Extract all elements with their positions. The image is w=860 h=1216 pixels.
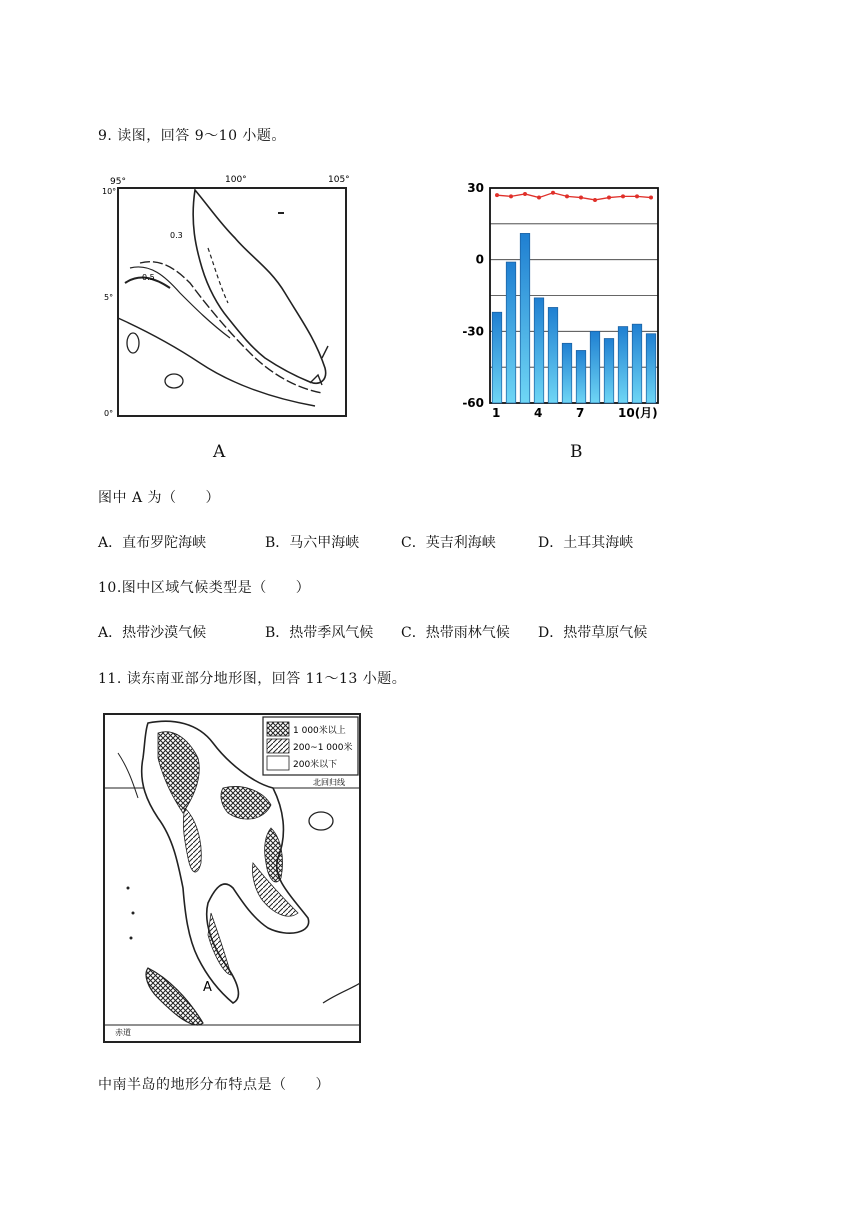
precip-bar (492, 312, 502, 403)
y-tick-label: -30 (462, 324, 484, 339)
precip-bar (618, 327, 628, 403)
temperature-point (593, 198, 597, 202)
y-tick-label: 0 (475, 252, 484, 267)
q9-option-d[interactable]: D．土耳其海峡 (538, 535, 634, 551)
x-tick-label: 1 (492, 406, 501, 420)
q10-option-c[interactable]: C．热带雨林气候 (401, 625, 510, 641)
q9-option-a[interactable]: A．直布罗陀海峡 (98, 535, 207, 551)
x-tick-label: 4 (534, 406, 543, 420)
point-a-label: A (203, 980, 212, 995)
lon-label-100: 100° (225, 175, 247, 185)
temperature-point (649, 196, 653, 200)
precip-bar (548, 307, 558, 403)
temperature-point (551, 191, 555, 195)
equator-label: 赤道 (115, 1028, 131, 1037)
temperature-point (509, 194, 513, 198)
southeast-asia-map (103, 713, 363, 1049)
tropic-label: 北回归线 (313, 778, 345, 787)
temperature-point (537, 196, 541, 200)
q10-option-d[interactable]: D．热带草原气候 (538, 625, 648, 641)
x-tick-label: 7 (576, 406, 585, 420)
precip-bar (576, 350, 586, 403)
precip-bar (590, 331, 600, 403)
temperature-point (579, 196, 583, 200)
precip-bar (520, 233, 530, 403)
precip-bar (562, 343, 572, 403)
lat-label-5: 5° (104, 293, 114, 302)
terrain-map (103, 713, 363, 1045)
temperature-point (565, 194, 569, 198)
temperature-point (495, 193, 499, 197)
precip-bar (534, 298, 544, 403)
legend-mid: 200~1 000米 (293, 743, 353, 753)
lat-label-10: 10° (102, 187, 117, 196)
y-tick-label: 30 (467, 181, 484, 195)
figure-b-label: B (570, 442, 583, 462)
q9-option-c[interactable]: C．英吉利海峡 (401, 535, 496, 551)
legend-high: 1 000米以上 (293, 726, 346, 736)
precip-bar (632, 324, 642, 403)
temperature-point (607, 196, 611, 200)
q10-option-a[interactable]: A．热带沙漠气候 (98, 625, 207, 641)
q10-question: 10.图中区域气候类型是（ ） (98, 580, 311, 596)
temperature-line (497, 193, 651, 200)
q10-option-b[interactable]: B．热带季风气候 (265, 625, 374, 641)
temperature-point (523, 192, 527, 196)
precip-bar (506, 262, 516, 403)
contour-label-05: 0.5 (142, 273, 155, 282)
lon-label-95: 95° (110, 177, 126, 187)
q9-question: 图中 A 为（ ） (98, 490, 221, 506)
contour-label-03: 0.3 (170, 231, 183, 240)
figure-a-label: A (213, 442, 226, 462)
x-tick-label: 10(月) (618, 406, 658, 420)
lon-label-105: 105° (328, 175, 350, 185)
q11-stem: 11. 读东南亚部分地形图，回答 11～13 小题。 (98, 671, 407, 687)
temperature-point (621, 194, 625, 198)
precip-bar (646, 334, 656, 403)
q9-option-b[interactable]: B．马六甲海峡 (265, 535, 360, 551)
q9-stem: 9. 读图，回答 9～10 小题。 (98, 128, 286, 144)
q11-question: 中南半岛的地形分布特点是（ ） (98, 1077, 330, 1093)
y-tick-label: -60 (462, 396, 484, 410)
temperature-point (635, 194, 639, 198)
lat-label-0: 0° (104, 409, 114, 418)
figure-a-map (100, 168, 360, 432)
legend-low: 200米以下 (293, 760, 338, 770)
precip-bar (604, 339, 614, 404)
figure-b-chart (450, 178, 670, 432)
strait-map (100, 168, 360, 428)
climate-chart (450, 178, 670, 428)
